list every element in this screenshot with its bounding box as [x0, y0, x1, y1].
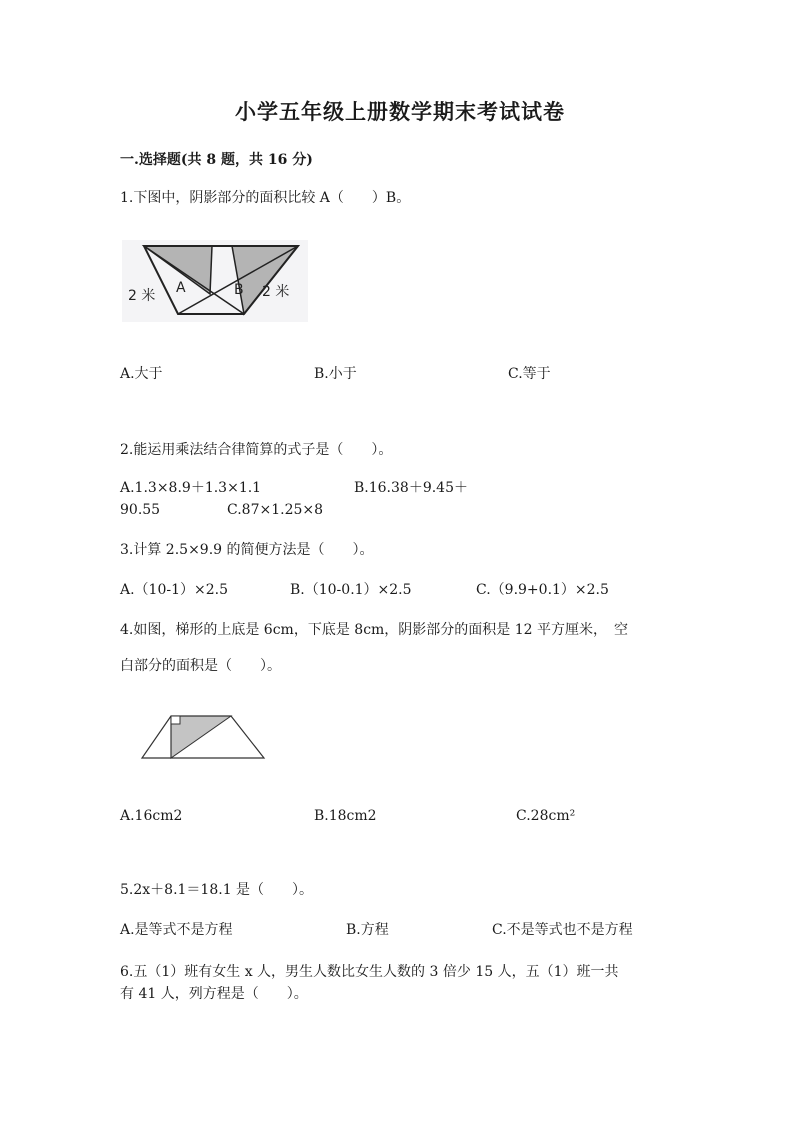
q4-option-c[interactable]: C.28cm² [516, 808, 576, 824]
q1-option-a[interactable]: A.大于 [120, 366, 163, 382]
question-6-text-line2: 有 41 人，列方程是（ ）。 [120, 986, 308, 1002]
q5-option-c[interactable]: C.不是等式也不是方程 [492, 922, 633, 938]
question-3-text: 3.计算 2.5×9.9 的简便方法是（ ）。 [120, 542, 374, 558]
section-heading: 一.选择题(共 8 题，共 16 分) [120, 152, 313, 168]
question-6-text-line1: 6.五（1）班有女生 x 人，男生人数比女生人数的 3 倍少 15 人，五（1）班一共 [120, 964, 619, 980]
figure-label-a: A [176, 280, 186, 296]
q1-option-b[interactable]: B.小于 [314, 366, 357, 382]
q3-option-a[interactable]: A.（10-1）×2.5 [120, 582, 229, 598]
figure-label-right: 2 米 [262, 284, 290, 300]
q5-option-a[interactable]: A.是等式不是方程 [120, 922, 233, 938]
q5-option-b[interactable]: B.方程 [346, 922, 389, 938]
q4-option-a[interactable]: A.16cm2 [120, 808, 183, 824]
right-angle-marker [171, 716, 180, 724]
question-2-text: 2.能运用乘法结合律简算的式子是（ ）。 [120, 442, 393, 458]
q3-option-b[interactable]: B.（10-0.1）×2.5 [290, 582, 412, 598]
q4-option-b[interactable]: B.18cm2 [314, 808, 377, 824]
q2-option-b-continued: 90.55 [120, 502, 161, 518]
question-4-text-line1: 4.如图，梯形的上底是 6cm，下底是 8cm，阴影部分的面积是 12 平方厘米， 空 [120, 622, 629, 638]
q3-option-c[interactable]: C.（9.9+0.1）×2.5 [476, 582, 609, 598]
q2-option-b[interactable]: B.16.38＋9.45＋ [354, 480, 468, 496]
page-title: 小学五年级上册数学期末考试试卷 [235, 99, 565, 124]
figure-label-b: B [234, 282, 244, 298]
question-1-text: 1.下图中，阴影部分的面积比较 A（ ）B。 [120, 190, 411, 206]
question-4-text-line2: 白部分的面积是（ ）。 [120, 658, 281, 674]
question-5-text: 5.2x＋8.1＝18.1 是（ ）。 [120, 882, 314, 898]
q1-option-c[interactable]: C.等于 [508, 366, 551, 382]
q2-option-a[interactable]: A.1.3×8.9＋1.3×1.1 [120, 480, 262, 496]
figure-trapezoid [140, 712, 270, 762]
q2-option-c[interactable]: C.87×1.25×8 [227, 502, 324, 518]
figure-label-left: 2 米 [128, 288, 156, 304]
figure-shaded-triangles [120, 232, 320, 332]
